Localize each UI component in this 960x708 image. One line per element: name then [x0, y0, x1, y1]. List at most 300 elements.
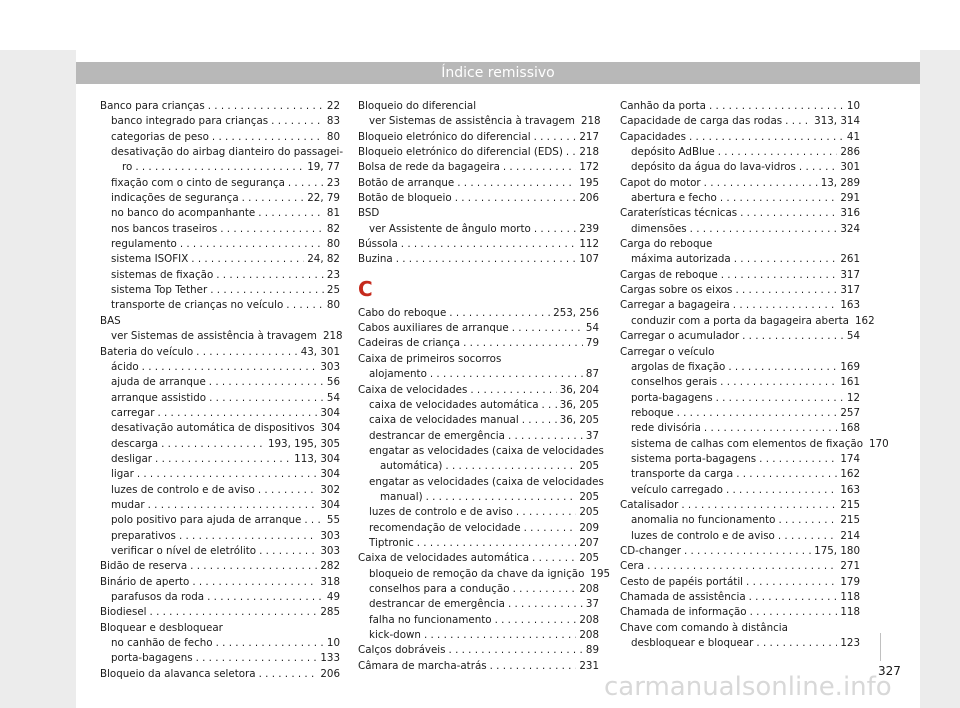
index-entry [100, 467, 340, 482]
dot-leader [756, 636, 837, 651]
dot-leader [286, 298, 324, 313]
entry-term: sistema de calhas com elementos de fixação [631, 437, 863, 450]
entry-page-ref: 87 [585, 368, 599, 381]
entry-page-ref: 22, 79 [307, 192, 340, 205]
entry-page-ref: 179 [840, 575, 860, 588]
index-entry [100, 667, 340, 682]
index-entry [358, 252, 599, 267]
index-entry [100, 544, 340, 559]
entry-term: máxima autorizada [631, 253, 731, 266]
entry-page-ref: 123 [840, 637, 860, 650]
index-entry [358, 383, 599, 398]
entry-page-ref: 217 [579, 130, 599, 143]
index-entry [358, 628, 599, 643]
dot-leader [242, 191, 305, 206]
index-entry [358, 521, 599, 536]
entry-term: caixa de velocidades automática [369, 398, 539, 411]
index-entry [100, 160, 340, 175]
entry-page-ref: 36, 205 [559, 398, 599, 411]
entry-page-ref: 174 [840, 452, 860, 465]
index-entry [100, 605, 340, 620]
index-entry [100, 375, 340, 390]
index-entry [620, 636, 860, 651]
entry-term: sistema ISOFIX [111, 253, 189, 266]
dot-leader [690, 222, 838, 237]
dot-leader [179, 529, 317, 544]
entry-page-ref: 19, 77 [307, 161, 340, 174]
index-entry [100, 651, 340, 666]
dot-leader [534, 222, 576, 237]
entry-term: Botão de arranque [358, 176, 455, 189]
index-entry [100, 345, 340, 360]
index-entry [620, 483, 860, 498]
entry-term: Banco para crianças [100, 100, 205, 112]
dot-leader [220, 222, 324, 237]
page-number: 327 [878, 664, 901, 678]
index-entry [100, 575, 340, 590]
index-heading: desativação do airbag dianteiro do passagei- [111, 146, 344, 159]
entry-term: ro [122, 161, 133, 174]
dot-leader [445, 459, 576, 474]
entry-page-ref: 207 [579, 536, 599, 549]
index-entry [358, 597, 599, 612]
dot-leader [180, 237, 324, 252]
index-heading: engatar as velocidades (caixa de velocidades [369, 444, 604, 457]
entry-page-ref: 43, 301 [300, 345, 340, 358]
index-entry [358, 490, 599, 505]
entry-term: ligar [111, 468, 134, 481]
index-entry [620, 114, 860, 129]
entry-term: Calços dobráveis [358, 644, 446, 657]
entry-page-ref: 163 [840, 299, 860, 312]
index-entry [620, 283, 860, 298]
entry-page-ref: 324 [840, 222, 860, 235]
entry-page-ref: 169 [840, 360, 860, 373]
index-entry [358, 398, 599, 413]
dot-leader [532, 551, 576, 566]
dot-leader [212, 130, 324, 145]
entry-term: polo positivo para ajuda de arranque [111, 514, 302, 527]
index-heading: BSD [358, 207, 380, 220]
dot-leader [785, 114, 811, 129]
entry-page-ref: 41 [846, 130, 860, 143]
entry-page-ref: 301 [840, 161, 860, 174]
dot-leader [746, 575, 837, 590]
page-title: Índice remissivo [76, 62, 920, 84]
entry-term: desligar [111, 452, 153, 465]
entry-page-ref: 80 [326, 130, 340, 143]
index-entry [358, 551, 599, 566]
entry-term: destrancar de emergência [369, 598, 505, 611]
entry-term: Câmara de marcha-atrás [358, 659, 487, 672]
index-heading: BAS [100, 314, 121, 327]
dot-leader [689, 130, 844, 145]
index-heading: Carga do reboque [620, 238, 713, 251]
dot-leader [142, 360, 318, 375]
entry-page-ref: 81 [326, 207, 340, 220]
entry-term: transporte de crianças no veículo [111, 299, 284, 312]
entry-page-ref: 112 [579, 238, 599, 251]
entry-term: no canhão de fecho [111, 637, 213, 650]
entry-page-ref: 54 [846, 330, 860, 343]
entry-page-ref: 133 [320, 652, 340, 665]
index-entry [620, 130, 860, 145]
entry-page-ref: 205 [579, 490, 599, 503]
entry-term: luzes de controlo e de aviso [111, 483, 255, 496]
entry-page-ref: 286 [840, 146, 860, 159]
entry-term: Cadeiras de criança [358, 337, 461, 350]
entry-term: arranque assistido [111, 391, 207, 404]
entry-page-ref: 12 [846, 391, 860, 404]
entry-term: Caraterísticas técnicas [620, 207, 738, 220]
entry-page-ref: 172 [579, 161, 599, 174]
index-entry [100, 636, 340, 651]
entry-term: Bloqueio da alavanca seletora [100, 667, 256, 680]
index-heading: Bloquear e desbloquear [100, 621, 223, 634]
index-entry [100, 559, 340, 574]
dot-leader [209, 375, 324, 390]
entry-term: Cabos auxiliares de arranque [358, 322, 509, 335]
entry-page-ref: 206 [579, 192, 599, 205]
index-entry [358, 145, 599, 160]
entry-page-ref: 205 [579, 506, 599, 519]
entry-term: ver Assistente de ângulo morto [369, 222, 531, 235]
index-entry [620, 467, 860, 482]
entry-page-ref: 161 [840, 376, 860, 389]
index-heading: Caixa de primeiros socorros [358, 352, 502, 365]
entry-page-ref: 36, 204 [559, 383, 599, 396]
entry-term: Bidão de reserva [100, 560, 188, 573]
entry-term: anomalia no funcionamento [631, 514, 776, 527]
index-heading: Carregar o veículo [620, 345, 715, 358]
dot-leader [750, 605, 838, 620]
index-entry [620, 437, 889, 452]
entry-term: porta-bagagens [631, 391, 713, 404]
dot-leader [137, 467, 318, 482]
dot-leader [216, 636, 324, 651]
entry-term: conduzir com a porta da bagageira aberta [631, 314, 849, 327]
entry-term: Bloqueio eletrónico do diferencial [358, 130, 531, 143]
watermark: carmanualsonline.info [604, 672, 892, 702]
dot-leader [157, 406, 317, 421]
index-entry [358, 582, 599, 597]
dot-leader [566, 145, 576, 160]
index-entry [620, 252, 860, 267]
entry-page-ref: 282 [320, 560, 340, 573]
dot-leader [259, 667, 318, 682]
index-entry [100, 421, 340, 436]
dot-leader [726, 483, 837, 498]
index-entry [100, 99, 340, 114]
index-entry [620, 529, 860, 544]
index-entry [100, 206, 340, 221]
entry-page-ref: 82 [326, 222, 340, 235]
entry-page-ref: 113, 304 [294, 452, 340, 465]
index-entry [100, 452, 340, 467]
index-heading: Chave com comando à distância [620, 621, 788, 634]
entry-page-ref: 23 [326, 176, 340, 189]
dot-leader [463, 336, 583, 351]
index-entry [620, 590, 860, 605]
index-entry [620, 375, 860, 390]
entry-term: carregar [111, 406, 155, 419]
entry-page-ref: 36, 205 [559, 414, 599, 427]
dot-leader [209, 391, 324, 406]
dot-leader [677, 406, 838, 421]
entry-term: caixa de velocidades manual [369, 414, 519, 427]
index-entry [620, 298, 860, 313]
entry-term: depósito AdBlue [631, 146, 715, 159]
entry-page-ref: 80 [326, 299, 340, 312]
entry-page-ref: 285 [320, 606, 340, 619]
entry-term: desativação automática de dispositivos [111, 422, 315, 435]
entry-term: dimensões [631, 222, 687, 235]
index-entry [100, 498, 340, 513]
entry-page-ref: 10 [846, 100, 860, 112]
index-entry [358, 459, 599, 474]
entry-term: kick-down [369, 629, 421, 641]
index-entry [358, 237, 599, 252]
entry-page-ref: 89 [585, 644, 599, 657]
dot-leader [735, 283, 837, 298]
entry-page-ref: 231 [579, 659, 599, 672]
index-entry [358, 505, 599, 520]
entry-term: Cesto de papéis portátil [620, 575, 744, 588]
entry-page-ref: 304 [320, 422, 341, 435]
entry-page-ref: 175, 180 [814, 544, 860, 557]
entry-page-ref: 205 [579, 460, 599, 473]
entry-term: Caixa de velocidades automática [358, 552, 530, 565]
entry-term: automática) [380, 460, 443, 473]
entry-term: Bússola [358, 238, 398, 251]
entry-term: ajuda de arranque [111, 376, 206, 389]
dot-leader [512, 321, 583, 336]
entry-term: ver Sistemas de assistência à travagem [369, 115, 575, 128]
index-entry [100, 513, 340, 528]
entry-page-ref: 55 [326, 514, 340, 527]
entry-term: Cargas de reboque [620, 268, 718, 281]
index-entry [358, 613, 599, 628]
entry-page-ref: 303 [320, 360, 340, 373]
dot-leader [258, 483, 317, 498]
entry-term: bloqueio de remoção da chave da ignição [369, 567, 585, 580]
index-entry [620, 160, 860, 175]
entry-term: categorias de peso [111, 130, 209, 143]
entry-page-ref: 208 [579, 582, 599, 595]
entry-term: Bateria do veículo [100, 345, 194, 358]
index-entry [358, 536, 599, 551]
entry-term: banco integrado para crianças [111, 115, 269, 128]
index-entry [620, 176, 860, 191]
entry-page-ref: 317 [840, 268, 860, 281]
index-entry [620, 145, 860, 160]
index-entry [358, 306, 599, 321]
entry-page-ref: 168 [840, 422, 860, 435]
index-entry [620, 498, 860, 513]
dot-leader [207, 590, 324, 605]
entry-page-ref: 317 [840, 284, 860, 297]
index-entry [620, 559, 860, 574]
entry-term: luzes de controlo e de aviso [369, 506, 513, 519]
entry-page-ref: 316 [840, 207, 860, 220]
entry-page-ref: 56 [326, 376, 340, 389]
entry-term: transporte da carga [631, 468, 734, 481]
entry-page-ref: 209 [579, 521, 599, 534]
dot-leader [304, 513, 324, 528]
dot-leader [720, 191, 837, 206]
dot-leader [190, 559, 317, 574]
index-entry [100, 437, 340, 452]
entry-page-ref: 25 [326, 284, 340, 297]
index-entry [620, 329, 860, 344]
entry-page-ref: 195 [579, 176, 599, 189]
dot-leader [704, 421, 837, 436]
dot-leader [271, 114, 324, 129]
index-entry [100, 176, 340, 191]
index-entry [100, 283, 340, 298]
entry-term: sistemas de fixação [111, 268, 214, 281]
entry-term: CD-changer [620, 544, 681, 557]
entry-page-ref: 261 [840, 253, 860, 266]
entry-page-ref: 195 [590, 567, 611, 580]
dot-leader [778, 513, 837, 528]
entry-page-ref: 253, 256 [553, 306, 599, 319]
entry-page-ref: 215 [840, 498, 860, 511]
entry-page-ref: 162 [840, 468, 860, 481]
entry-page-ref: 304 [320, 406, 340, 419]
index-column-2 [358, 99, 611, 674]
entry-term: Capacidade de carga das rodas [620, 115, 783, 128]
entry-term: mudar [111, 498, 145, 511]
dot-leader [542, 398, 557, 413]
index-entry [100, 406, 340, 421]
entry-page-ref: 22 [326, 100, 340, 112]
dot-leader [734, 252, 838, 267]
index-entry [620, 222, 860, 237]
dot-leader [430, 367, 583, 382]
section-letter: C [358, 276, 373, 301]
entry-page-ref: 318 [320, 575, 340, 588]
entry-page-ref: 37 [585, 429, 599, 442]
entry-page-ref: 37 [585, 598, 599, 611]
index-entry [100, 191, 340, 206]
dot-leader [424, 628, 576, 643]
entry-page-ref: 303 [320, 529, 340, 542]
index-entry [100, 222, 340, 237]
dot-leader [508, 429, 583, 444]
index-entry [620, 605, 860, 620]
entry-page-ref: 49 [326, 591, 340, 603]
dot-leader [258, 206, 324, 221]
entry-term: alojamento [369, 368, 427, 381]
entry-page-ref: 107 [579, 253, 599, 266]
dot-leader [495, 613, 577, 628]
entry-term: Bolsa de rede da bagageira [358, 161, 500, 174]
index-entry [620, 268, 860, 283]
entry-term: argolas de fixação [631, 360, 726, 373]
dot-leader [728, 360, 837, 375]
entry-term: regulamento [111, 238, 177, 251]
dot-leader [759, 452, 837, 467]
dot-leader [401, 237, 577, 252]
index-entry [620, 452, 860, 467]
entry-page-ref: 170 [869, 437, 889, 450]
index-entry [620, 406, 860, 421]
entry-term: sistema Top Tether [111, 284, 208, 297]
index-entry [100, 529, 340, 544]
index-heading: engatar as velocidades (caixa de velocidades [369, 475, 604, 488]
entry-term: Cabo do reboque [358, 306, 447, 319]
dot-leader [216, 268, 324, 283]
dot-leader [718, 145, 838, 160]
entry-term: Carregar a bagageira [620, 299, 730, 312]
index-entry [100, 329, 343, 344]
entry-page-ref: 54 [326, 391, 340, 404]
entry-term: no banco do acompanhante [111, 207, 256, 220]
entry-page-ref: 271 [840, 560, 860, 573]
entry-term: rede divisória [631, 422, 701, 435]
index-entry [100, 130, 340, 145]
index-entry [358, 659, 599, 674]
entry-term: Chamada de informação [620, 606, 747, 619]
dot-leader [155, 452, 291, 467]
index-entry [358, 567, 611, 582]
index-entry [358, 191, 599, 206]
dot-leader [684, 544, 811, 559]
index-heading: Bloqueio do diferencial [358, 100, 477, 112]
entry-page-ref: 10 [326, 637, 340, 650]
entry-term: Capot do motor [620, 176, 701, 189]
index-column-3 [620, 99, 889, 651]
index-entry [620, 391, 860, 406]
entry-term: reboque [631, 406, 674, 419]
entry-page-ref: 23 [326, 268, 340, 281]
index-entry [358, 367, 599, 382]
index-entry [100, 237, 340, 252]
entry-term: Catalisador [620, 498, 679, 511]
index-column-1 [100, 99, 344, 682]
dot-leader [396, 252, 577, 267]
entry-term: Biodiesel [100, 606, 147, 619]
dot-leader [513, 582, 577, 597]
entry-page-ref: 118 [840, 606, 860, 619]
dot-leader [470, 383, 556, 398]
index-entry [358, 222, 599, 237]
dot-leader [288, 176, 324, 191]
entry-page-ref: 313, 314 [814, 115, 860, 128]
entry-term: porta-bagagens [111, 652, 193, 665]
entry-term: Cargas sobre os eixos [620, 284, 733, 297]
index-entry [358, 130, 599, 145]
dot-leader [534, 130, 577, 145]
index-entry [100, 391, 340, 406]
entry-term: Canhão da porta [620, 100, 706, 112]
dot-leader [720, 375, 837, 390]
entry-term: nos bancos traseiros [111, 222, 218, 235]
entry-page-ref: 257 [840, 406, 860, 419]
entry-term: Caixa de velocidades [358, 383, 468, 396]
index-entry [620, 544, 860, 559]
dot-leader [490, 659, 577, 674]
dot-leader [799, 160, 837, 175]
index-entry [358, 413, 599, 428]
index-entry [358, 643, 599, 658]
entry-page-ref: 83 [326, 115, 340, 128]
index-entry [100, 114, 340, 129]
page-number-divider [880, 633, 881, 661]
entry-term: parafusos da roda [111, 591, 205, 603]
dot-leader [778, 529, 837, 544]
